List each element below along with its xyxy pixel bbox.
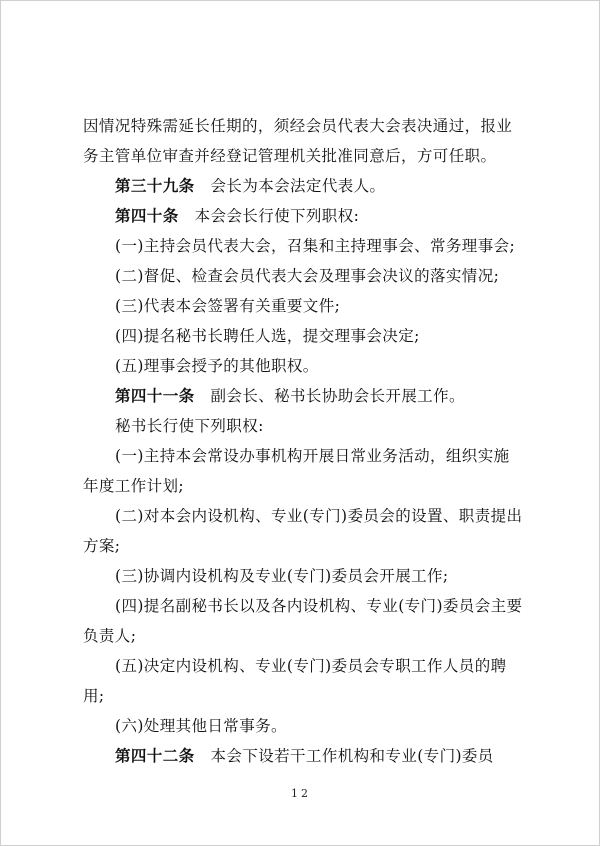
article-42 [115, 746, 494, 766]
list-item [115, 716, 287, 736]
article-text: 本会下设若干工作机构和专业(专门)委员 [210, 747, 494, 765]
article-number: 第四十二条 [115, 746, 195, 765]
list-item-text: 用; [83, 687, 105, 705]
list-item [115, 326, 420, 346]
list-item-text: (二)督促、检查会员代表大会及理事会决议的落实情况; [115, 267, 500, 285]
list-item-text: (三)协调内设机构及专业(专门)委员会开展工作; [115, 567, 449, 585]
list-item [115, 656, 507, 676]
list-item [115, 266, 499, 286]
paragraph-text: 因情况特殊需延长任期的，须经会员代表大会表决通过，报业 [83, 117, 513, 135]
paragraph-line [115, 416, 264, 436]
article-number: 第四十条 [115, 206, 179, 225]
list-item [115, 566, 449, 586]
page-number: 12 [291, 787, 311, 800]
list-item-text: 负责人; [83, 627, 137, 645]
list-item-continuation [83, 536, 120, 556]
list-item-text: (一)主持会员代表大会，召集和主持理事会、常务理事会; [115, 237, 516, 255]
list-item-text: (五)决定内设机构、专业(专门)委员会专职工作人员的聘 [115, 657, 507, 675]
list-item [115, 356, 319, 376]
list-item-text: (一)主持本会常设办事机构开展日常业务活动，组织实施 [115, 447, 510, 465]
article-number: 第四十一条 [115, 386, 195, 405]
article-40 [115, 206, 359, 226]
list-item-text: (三)代表本会签署有关重要文件; [115, 297, 341, 315]
article-text: 会长为本会法定代表人。 [210, 177, 386, 195]
paragraph-text: 秘书长行使下列职权: [115, 417, 264, 435]
list-item-continuation [83, 626, 136, 646]
list-item [115, 446, 510, 466]
paragraph-line [83, 146, 496, 166]
list-item [115, 236, 515, 256]
paragraph-text: 务主管单位审查并经登记管理机关批准同意后，方可任职。 [83, 147, 497, 165]
list-item-text: 方案; [83, 537, 121, 555]
list-item [115, 296, 340, 316]
list-item-text: (四)提名副秘书长以及各内设机构、专业(专门)委员会主要 [115, 597, 523, 615]
article-number: 第三十九条 [115, 176, 195, 195]
paragraph-line [83, 116, 512, 136]
list-item-text: (六)处理其他日常事务。 [115, 717, 287, 735]
list-item [115, 506, 522, 526]
article-41 [115, 386, 465, 406]
list-item-text: (五)理事会授予的其他职权。 [115, 357, 319, 375]
article-text: 本会会长行使下列职权: [194, 207, 360, 225]
list-item-continuation [83, 686, 105, 706]
list-item-text: (四)提名秘书长聘任人选，提交理事会决定; [115, 327, 420, 345]
article-text: 副会长、秘书长协助会长开展工作。 [210, 387, 465, 405]
list-item [115, 596, 522, 616]
article-39 [115, 176, 385, 196]
list-item-text: 年度工作计划; [83, 477, 185, 495]
list-item-continuation [83, 476, 184, 496]
list-item-text: (二)对本会内设机构、专业(专门)委员会的设置、职责提出 [115, 507, 523, 525]
